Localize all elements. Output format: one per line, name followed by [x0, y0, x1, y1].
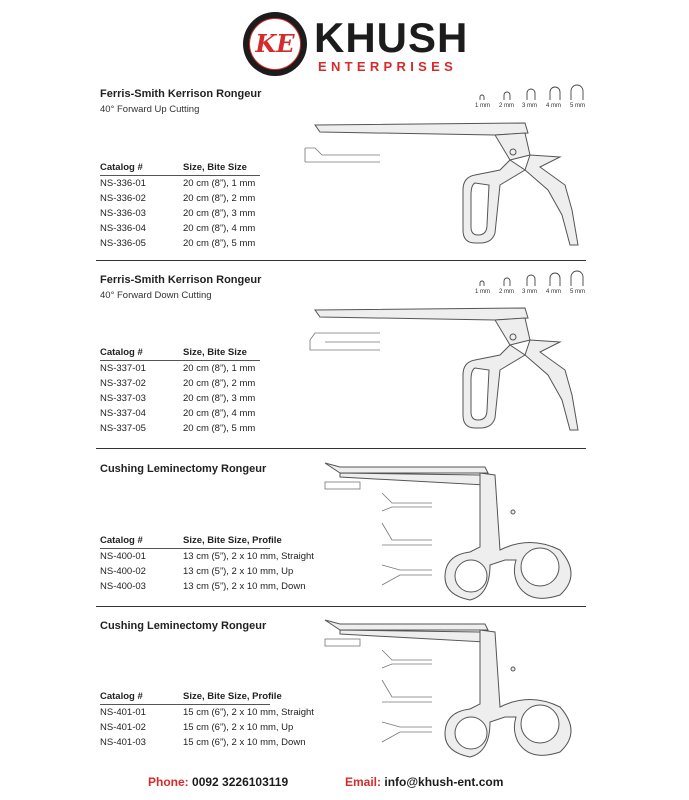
table-row: NS-336-03 20 cm (8”), 3 mm — [100, 208, 256, 219]
col-size: Size, Bite Size, Profile — [183, 691, 282, 702]
section-divider — [96, 448, 586, 449]
kerrison-rongeur-illustration — [300, 300, 600, 435]
col-size: Size, Bite Size — [183, 162, 247, 173]
size-label: 3 mm — [522, 289, 537, 295]
table-row: NS-336-04 20 cm (8”), 4 mm — [100, 223, 256, 234]
email-address[interactable]: info@khush-ent.com — [384, 775, 504, 789]
section-title: Cushing Leminectomy Rongeur — [100, 620, 267, 632]
section-subtitle: 40° Forward Up Cutting — [100, 104, 200, 115]
cushing-rongeur-illustration — [320, 612, 590, 762]
size-label: 5 mm — [570, 103, 585, 109]
table-row: NS-400-01 13 cm (5”), 2 x 10 mm, Straight — [100, 551, 314, 562]
size-label: 5 mm — [570, 289, 585, 295]
table-row: NS-336-01 20 cm (8”), 1 mm — [100, 178, 256, 189]
section-subtitle: 40° Forward Down Cutting — [100, 290, 212, 301]
section-title: Ferris-Smith Kerrison Rongeur — [100, 88, 262, 100]
phone-number[interactable]: 0092 3226103119 — [192, 775, 289, 789]
col-size: Size, Bite Size, Profile — [183, 535, 282, 546]
size-label: 4 mm — [546, 103, 561, 109]
size-label: 4 mm — [546, 289, 561, 295]
section-divider — [96, 606, 586, 607]
table-row: NS-337-05 20 cm (8”), 5 mm — [100, 423, 256, 434]
catalog-table — [100, 689, 314, 750]
size-label: 1 mm — [475, 103, 490, 109]
col-catalog: Catalog # — [100, 535, 143, 546]
table-row: NS-336-05 20 cm (8”), 5 mm — [100, 238, 256, 249]
email-label: Email: — [345, 775, 382, 789]
table-row: NS-401-01 15 cm (6”), 2 x 10 mm, Straight — [100, 707, 314, 718]
size-label: 2 mm — [499, 103, 514, 109]
brand-name: KHUSH — [314, 14, 469, 61]
col-catalog: Catalog # — [100, 162, 143, 173]
size-label: 3 mm — [522, 103, 537, 109]
cushing-rongeur-illustration — [320, 455, 590, 605]
catalog-table — [100, 345, 260, 436]
section-title: Cushing Leminectomy Rongeur — [100, 463, 267, 475]
table-row: NS-337-04 20 cm (8”), 4 mm — [100, 408, 256, 419]
section-title: Ferris-Smith Kerrison Rongeur — [100, 274, 262, 286]
table-row: NS-401-02 15 cm (6”), 2 x 10 mm, Up — [100, 722, 294, 733]
kerrison-rongeur-illustration — [300, 115, 600, 250]
catalog-table — [100, 533, 314, 594]
table-row: NS-400-02 13 cm (5”), 2 x 10 mm, Up — [100, 566, 294, 577]
table-row: NS-337-02 20 cm (8”), 2 mm — [100, 378, 256, 389]
brand-subtitle: ENTERPRISES — [318, 59, 458, 74]
footer-email — [345, 775, 503, 789]
col-size: Size, Bite Size — [183, 347, 247, 358]
table-row: NS-337-03 20 cm (8”), 3 mm — [100, 393, 256, 404]
table-row: NS-337-01 20 cm (8”), 1 mm — [100, 363, 256, 374]
table-row: NS-336-02 20 cm (8”), 2 mm — [100, 193, 256, 204]
size-label: 2 mm — [499, 289, 514, 295]
section-divider — [96, 260, 586, 261]
phone-label: Phone: — [148, 775, 189, 789]
table-row: NS-401-03 15 cm (6”), 2 x 10 mm, Down — [100, 737, 306, 748]
footer-phone — [148, 775, 288, 789]
col-catalog: Catalog # — [100, 347, 143, 358]
table-row: NS-400-03 13 cm (5”), 2 x 10 mm, Down — [100, 581, 306, 592]
size-label: 1 mm — [475, 289, 490, 295]
col-catalog: Catalog # — [100, 691, 143, 702]
logo-monogram: KE — [255, 29, 295, 58]
catalog-table — [100, 160, 260, 251]
